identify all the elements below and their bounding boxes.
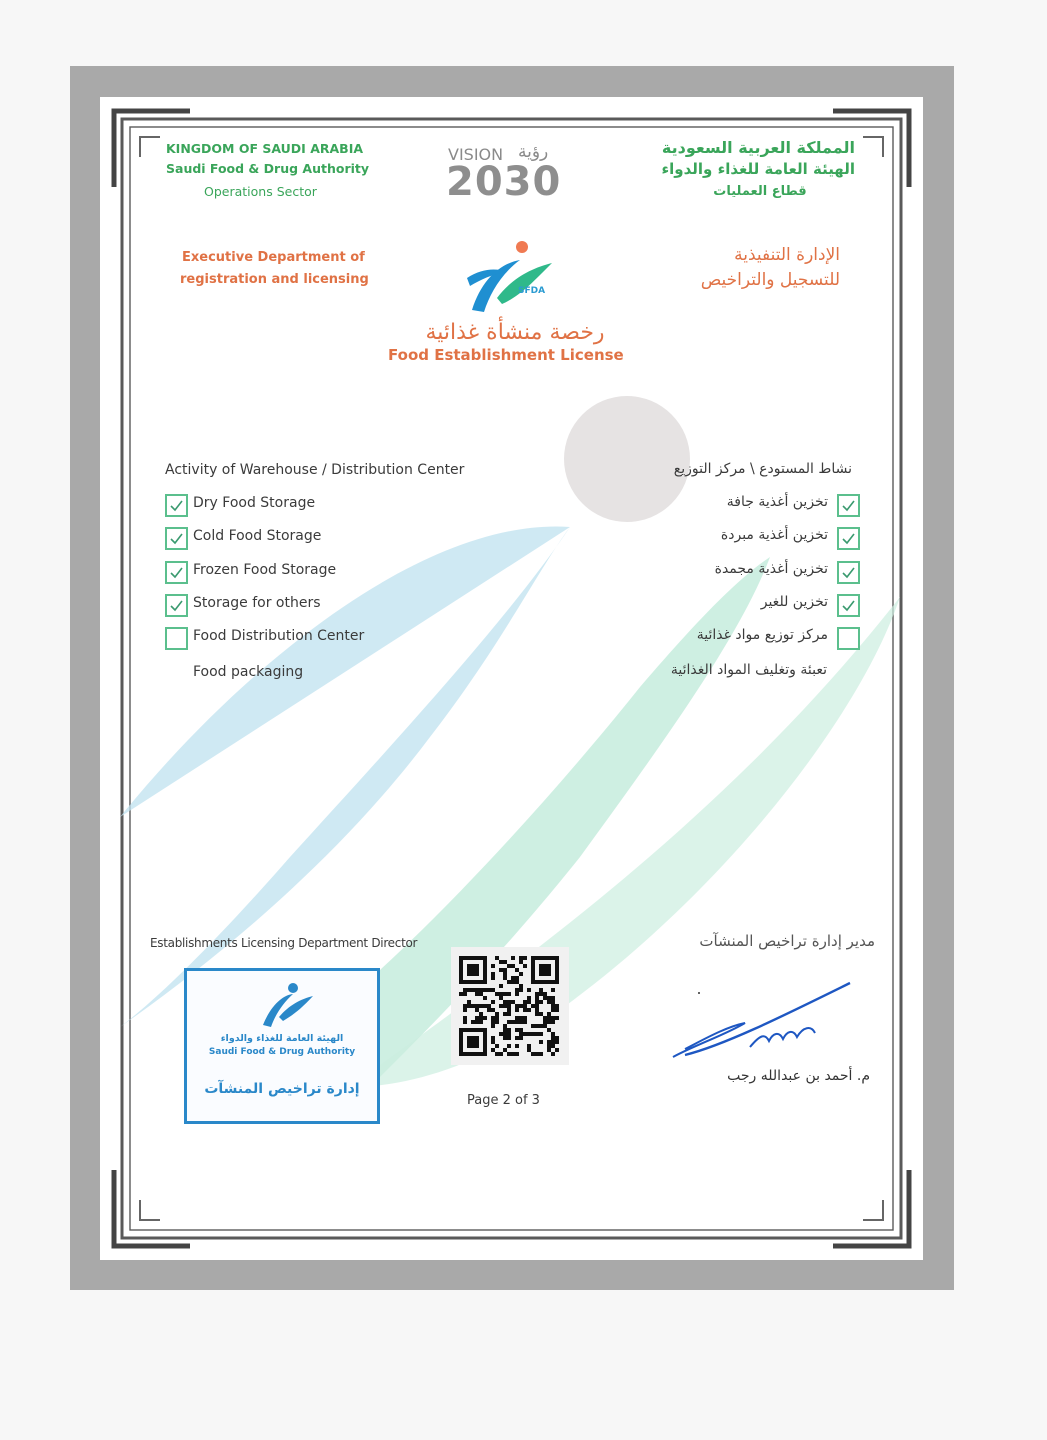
sector-ar: قطاع العمليات (713, 184, 807, 199)
authority-en: Saudi Food & Drug Authority (166, 161, 370, 176)
activity-heading-en: Activity of Warehouse / Distribution Center (165, 462, 465, 478)
stamp-org-ar: الهيئة العامة للغذاء والدواء (220, 1033, 344, 1044)
activity-label-ar: مركز توزيع مواد غذائية (696, 627, 828, 643)
activity-label-ar: تخزين أغذية جافة (726, 494, 828, 510)
activity-label-ar: تخزين أغذية مجمدة (714, 561, 828, 577)
activity-label-ar: تخزين للغير (760, 594, 828, 610)
qr-code-image (459, 956, 560, 1057)
stamp-org-en: Saudi Food & Drug Authority (208, 1047, 356, 1057)
checkbox-en-4[interactable] (165, 627, 188, 650)
title-en: Food Establishment License (388, 346, 624, 364)
title-ar: رخصة منشأة غذائية (425, 320, 605, 345)
page-number: Page 2 of 3 (467, 1093, 540, 1108)
activity-label-en: Cold Food Storage (193, 528, 322, 544)
checkbox-ar-4[interactable] (837, 627, 860, 650)
sector-en: Operations Sector (204, 184, 317, 199)
activity-label-en: Dry Food Storage (193, 495, 316, 511)
director-title-ar: مدير إدارة تراخيص المنشآت (699, 932, 875, 950)
department-ar-2: للتسجيل والتراخيص (700, 270, 840, 290)
activity-label-en: Frozen Food Storage (193, 562, 337, 578)
kingdom-ar: المملكة العربية السعودية (661, 138, 855, 157)
department-stamp (184, 968, 380, 1124)
director-signature (665, 975, 865, 1065)
stamp-dept-ar: إدارة تراخيص المنشآت (204, 1081, 360, 1097)
sfda-logo-icon (462, 238, 562, 318)
department-en-2: registration and licensing (180, 272, 369, 287)
checkbox-ar-3[interactable] (837, 594, 860, 617)
stamp-logo-icon (257, 981, 317, 1029)
vision-ar: رؤية (518, 142, 549, 162)
activity-heading-ar: نشاط المستودع \ مركز التوزيع (673, 461, 852, 477)
vision-en: VISION (448, 145, 504, 164)
qr-code (451, 947, 569, 1065)
department-en-1: Executive Department of (182, 250, 365, 265)
checkbox-ar-0[interactable] (837, 494, 860, 517)
checkbox-ar-1[interactable] (837, 527, 860, 550)
authority-ar: الهيئة العامة للغذاء والدواء (661, 160, 855, 178)
checkbox-en-3[interactable] (165, 594, 188, 617)
activity-extra-en: Food packaging (193, 664, 304, 680)
checkbox-en-2[interactable] (165, 561, 188, 584)
checkbox-en-0[interactable] (165, 494, 188, 517)
activity-label-en: Food Distribution Center (193, 628, 365, 644)
activity-label-en: Storage for others (193, 595, 321, 611)
activity-label-ar: تخزين أغذية مبردة (720, 527, 828, 543)
signer-name-ar: م. أحمد بن عبدالله رجب (727, 1068, 870, 1084)
checkbox-ar-2[interactable] (837, 561, 860, 584)
department-ar-1: الإدارة التنفيذية (734, 245, 840, 265)
checkbox-en-1[interactable] (165, 527, 188, 550)
kingdom-en: KINGDOM OF SAUDI ARABIA (166, 141, 364, 156)
director-title-en: Establishments Licensing Department Director (150, 936, 418, 950)
sfda-logo-label: SFDA (518, 286, 546, 296)
vision-year: 2030 (446, 159, 562, 205)
activity-extra-ar: تعبئة وتغليف المواد الغذائية (670, 662, 827, 678)
